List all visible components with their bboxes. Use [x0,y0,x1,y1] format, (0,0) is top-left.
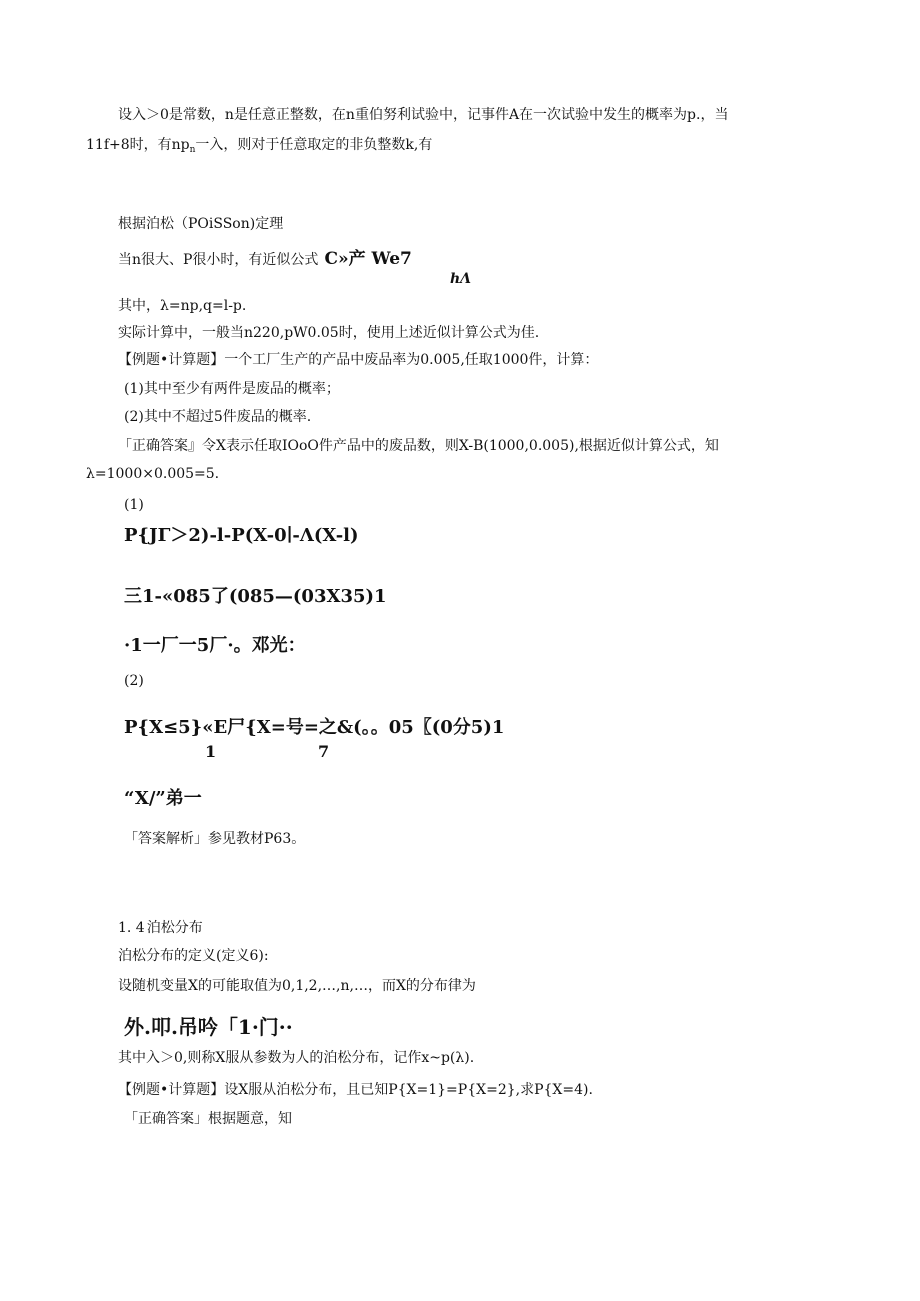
section-heading [118,919,203,937]
formula-4-sub-1: 1 [205,742,217,761]
example1-q1: (1)其中至少有两件是废品的概率； [124,381,340,397]
definition-where: 其中入＞0,则称X服从参数为人的泊松分布，记作x~p(λ). [118,1050,475,1066]
intro-line-2-b: 一入，则对于任意取定的非负整数k,有 [195,137,433,153]
definition-line: 设随机变量X的可能取值为0,1,2,…,n,…，而X的分布律为 [118,978,476,994]
example1-question: 【例题•计算题】一个工厂生产的产品中废品率为0.005,任取1000件，计算： [118,352,599,368]
formula-1: P{JΓ＞2)-l-P(X-0∣-Λ(X-l) [124,525,359,546]
where-line: 其中，λ=np,q=l-p. [118,298,247,314]
formula-2: 三1-«085了(085—(03X35)1 [124,586,387,607]
part-label-1: (1) [124,497,144,513]
example1-answer-line-1: 「正确答案』令X表示任取IOoO件产品中的废品数，则X-B(1000,0.005),根据近似计算公式，知 [118,438,719,454]
intro-line-2-a: 11f+8时，有np [86,137,190,153]
formula-4-sub-2: 7 [318,742,330,761]
answer-analysis: 「答案解析」参见教材P63。 [124,831,306,847]
definition-formula: 外.叩.吊吟「1·门·· [124,1015,293,1039]
approx-text: 当n很大、P很小时，有近似公式 [118,252,319,268]
section-number: 1. 4 [118,920,145,936]
example2-question: 【例题•计算题】设X服从泊松分布，且已知P{X=1}=P{X=2},求P{X=4). [118,1082,593,1098]
intro-line-1: 设入＞0是常数，n是任意正整数，在n重伯努利试验中，记事件A在一次试验中发生的概率为p.，当 [118,107,729,123]
practice-line: 实际计算中，一般当n220,pW0.05时，使用上述近似计算公式为佳. [118,325,540,341]
formula-3: ·1一厂一5厂·。邓光： [124,635,306,656]
intro-line-2 [86,136,432,159]
section-title: 泊松分布 [146,920,203,936]
approx-formula: C»产 We7 [324,249,412,269]
approx-formula-fraction: hΛ [450,271,472,287]
intro-line-2-subscript: n [189,145,196,155]
formula-5: “X/”弟一 [124,788,202,809]
formula-4: P{X≤5}«E尸{X=号=之&(。。05〖(0分5)1 [124,717,505,738]
example2-answer: 「正确答案」根据题意，知 [124,1111,292,1127]
example1-q2: (2)其中不超过5件废品的概率. [124,409,312,425]
example1-answer-line-2: λ=1000×0.005=5. [86,466,220,482]
theorem-title: 根据泊松（POiSSon)定理 [118,216,284,232]
part-label-2: (2) [124,673,144,689]
approx-line [118,250,412,269]
definition-title: 泊松分布的定义(定义6): [118,948,269,964]
